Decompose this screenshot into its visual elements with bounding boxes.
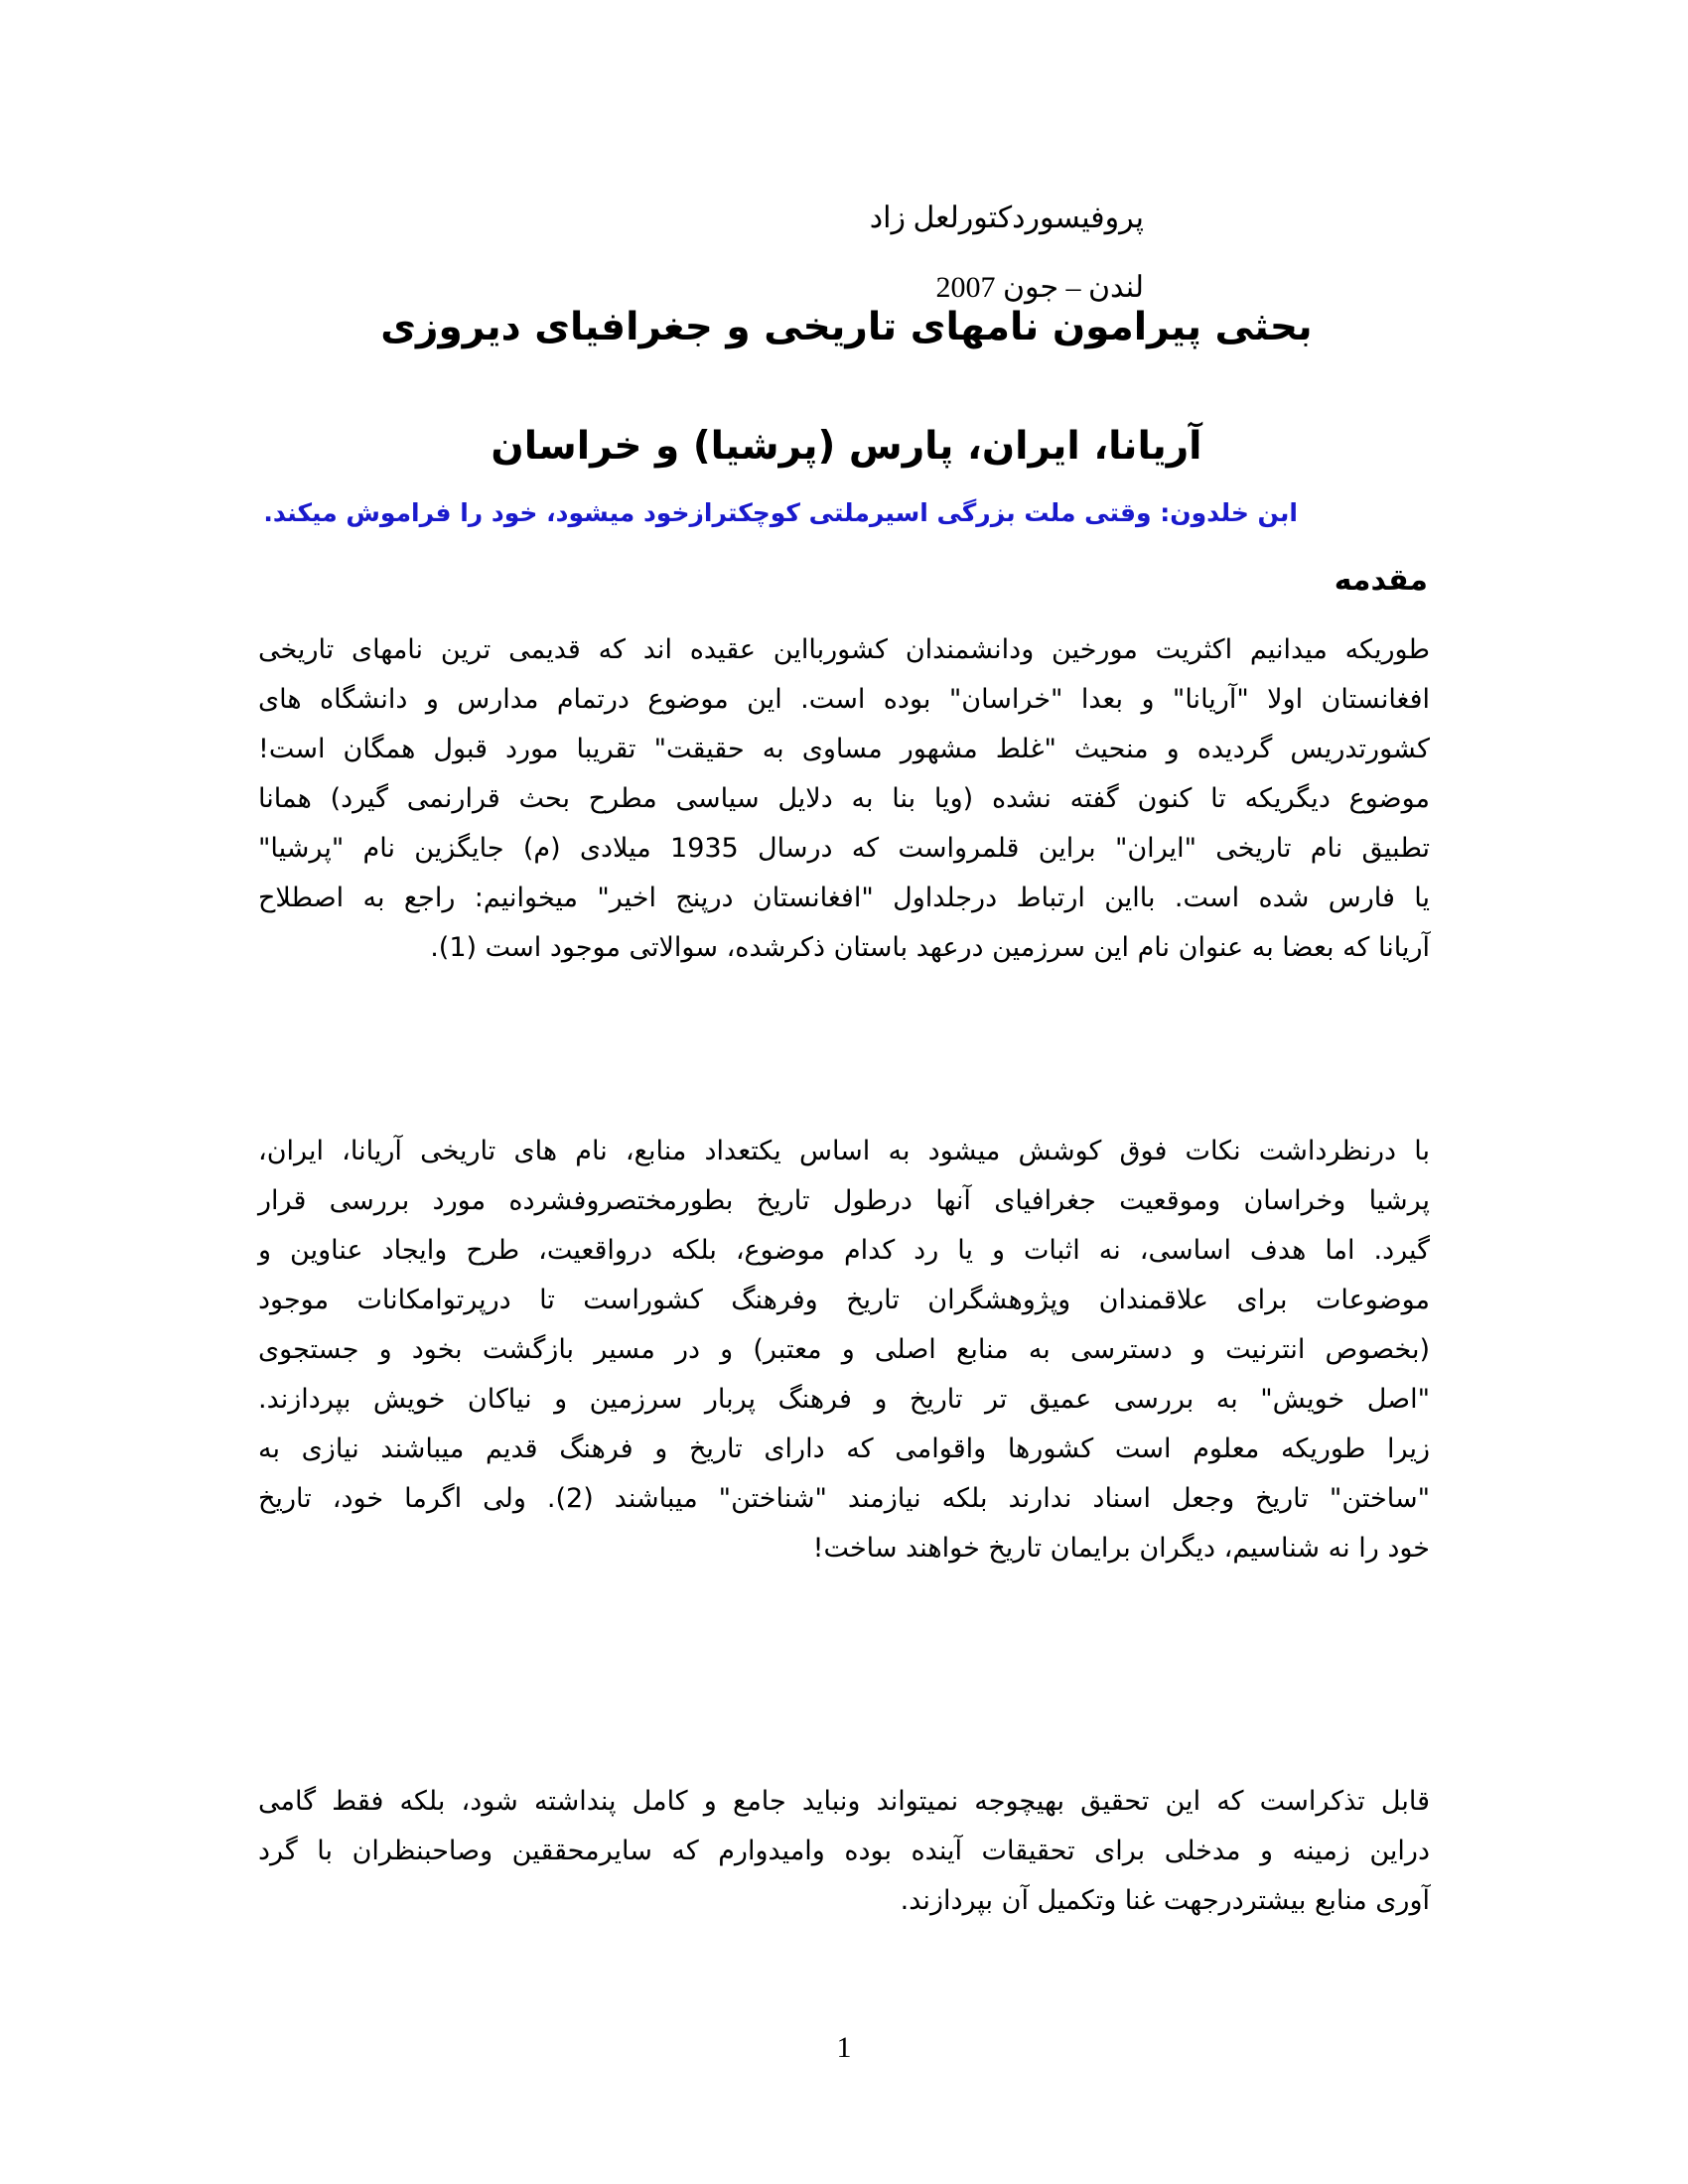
section-heading-introduction: مقدمه xyxy=(1334,563,1428,598)
epigraph-quote: ابن خلدون: وقتی ملت بزرگی اسیرملتی کوچکترازخود میشود، خود را فراموش میکند. xyxy=(263,498,1298,527)
place-date: لندن – جون 2007 xyxy=(935,271,1144,304)
paragraph-line: زیرا طوریکه معلوم است کشورها واقوامی که دارای تاریخ و فرهنگ قدیم میباشند نیازی به xyxy=(258,1433,1430,1464)
paragraph-line: گیرد. اما هدف اساسی، نه اثبات و یا رد کدام موضوع، بلکه درواقعیت، طرح وایجاد عناوین و xyxy=(258,1235,1430,1266)
paragraph-line: طوریکه میدانیم اکثریت مورخین ودانشمندان کشوربااین عقیده اند که قدیمی ترین نامهای تاریخی xyxy=(258,634,1430,665)
paragraph-line: افغانستان اولا "آریانا" و بعدا "خراسان" بوده است. این موضوع درتمام مدارس و دانشگاه های xyxy=(258,684,1430,715)
paragraph-line: آریانا که بعضا به عنوان نام این سرزمین درعهد باستان ذکرشده، سوالاتی موجود است (1). xyxy=(430,932,1430,963)
paragraph-line: "اصل خویش" به بررسی عمیق تر تاریخ و فرهنگ پربار سرزمین و نیاکان خویش بپردازند. xyxy=(258,1384,1430,1415)
paragraph-line: قابل تذکراست که این تحقیق بهیچوجه نمیتواند ونباید جامع و کامل پنداشته شود، بلکه فقط گامی xyxy=(258,1786,1430,1817)
paragraph-line: آوری منابع بیشتردرجهت غنا وتکمیل آن بپردازند. xyxy=(900,1885,1430,1916)
paragraph-line: کشورتدریس گردیده و منحیث "غلط مشهور مساوی به حقیقت" تقریبا مورد قبول همگان است! xyxy=(258,734,1430,764)
paragraph-3 xyxy=(258,1777,1430,1926)
paragraph-line: خود را نه شناسیم، دیگران برایمان تاریخ خواهند ساخت! xyxy=(812,1533,1430,1564)
document-title-line-2: آریانا، ایران، پارس (پرشیا) و خراسان xyxy=(491,424,1202,469)
paragraph-line: موضوع دیگریکه تا کنون گفته نشده (ویا بنا به دلایل سیاسی مطرح بحث قرارنمی گیرد) همانا xyxy=(258,783,1430,814)
paragraph-line: "ساختن" تاریخ وجعل اسناد ندارند بلکه نیازمند "شناختن" میباشند (2). ولی اگرما خود، تاریخ xyxy=(258,1483,1430,1514)
paragraph-1 xyxy=(258,625,1430,973)
paragraph-line: دراین زمینه و مدخلی برای تحقیقات آینده بوده وامیدوارم که سایرمحققین وصاحبنظران با گرد xyxy=(258,1836,1430,1866)
paragraph-line: تطبیق نام تاریخی "ایران" براین قلمرواست که درسال 1935 میلادی (م) جایگزین نام "پرشیا" xyxy=(258,833,1430,864)
paragraph-line: موضوعات برای علاقمندان وپژوهشگران تاریخ وفرهنگ کشوراست تا درپرتوامکانات موجود xyxy=(258,1285,1430,1315)
author-name: پروفیسوردکتورلعل زاد xyxy=(869,202,1144,234)
paragraph-line: یا فارس شده است. بااین ارتباط درجلداول "افغانستان درپنج اخیر" میخوانیم: راجع به اصطلاح xyxy=(258,883,1430,913)
paragraph-line: با درنظرداشت نکات فوق کوشش میشود به اساس یکتعداد منابع، نام های تاریخی آریانا، ایران، xyxy=(258,1136,1430,1166)
paragraph-2 xyxy=(258,1127,1430,1573)
paragraph-line: (بخصوص انترنیت و دسترسی به منابع اصلی و معتبر) و در مسیر بازگشت بخود و جستجوی xyxy=(258,1334,1430,1365)
page-number: 1 xyxy=(836,2031,852,2064)
paragraph-line: پرشیا وخراسان وموقعیت جغرافیای آنها درطول تاریخ بطورمختصروفشرده مورد بررسی قرار xyxy=(258,1185,1430,1216)
document-title-line-1: بحثی پیرامون نامهای تاریخی و جغرافیای دیروزی xyxy=(380,305,1313,349)
